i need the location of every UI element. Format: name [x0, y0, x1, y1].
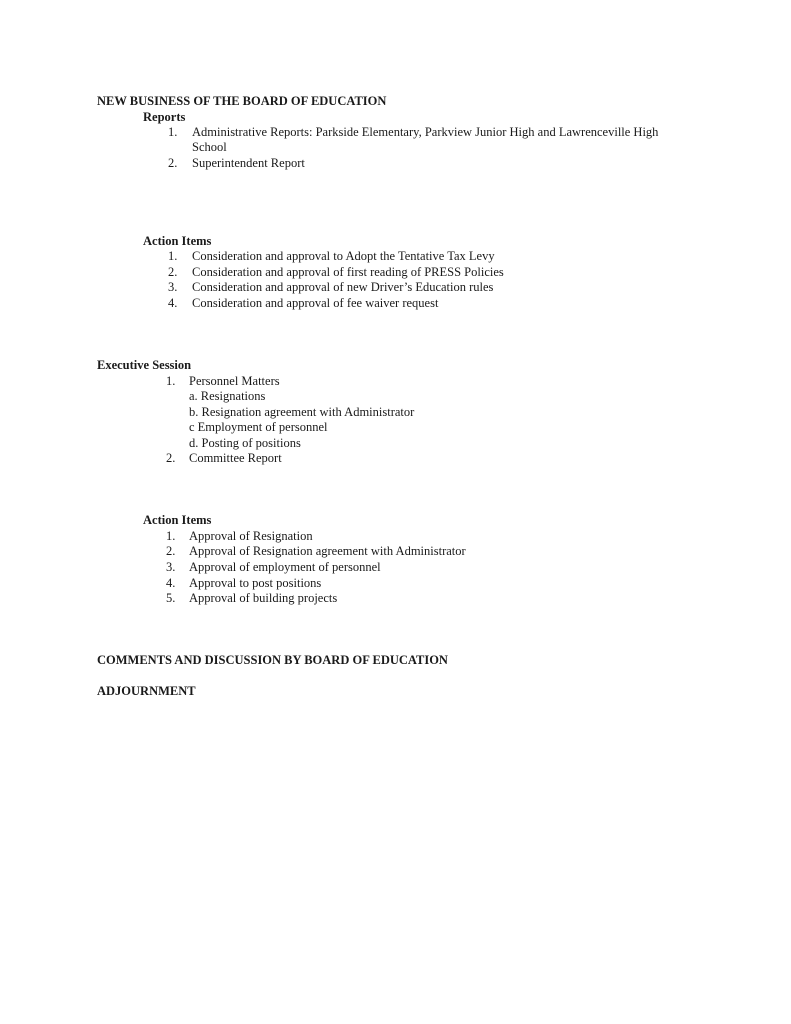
exec-action-item-2-text: Approval of Resignation agreement with Administrator	[189, 544, 466, 558]
reports-item-2-number: 2.	[168, 156, 178, 170]
comments-heading: COMMENTS AND DISCUSSION BY BOARD OF EDUCATION	[97, 653, 448, 667]
exec-item-1-number: 1.	[166, 374, 176, 388]
exec-item-2-text: Committee Report	[189, 451, 282, 465]
exec-action-item-3-number: 3.	[166, 560, 176, 574]
exec-action-item-5-text: Approval of building projects	[189, 591, 338, 605]
exec-subitem-d: d. Posting of positions	[189, 436, 301, 450]
action-item-2-number: 2.	[168, 265, 178, 279]
exec-action-item-1-number: 1.	[166, 529, 176, 543]
action-item-1-number: 1.	[168, 249, 178, 263]
exec-action-item-4-text: Approval to post positions	[189, 576, 322, 590]
exec-item-2-number: 2.	[166, 451, 176, 465]
reports-heading: Reports	[143, 110, 186, 124]
new-business-heading: NEW BUSINESS OF THE BOARD OF EDUCATION	[97, 94, 387, 108]
adjournment-heading: ADJOURNMENT	[97, 684, 196, 698]
exec-subitem-c: c Employment of personnel	[189, 420, 328, 434]
action-item-4-number: 4.	[168, 296, 178, 310]
reports-item-2-text: Superintendent Report	[192, 156, 305, 170]
action-item-3-text: Consideration and approval of new Driver’s Education rules	[192, 280, 494, 294]
exec-item-1-text: Personnel Matters	[189, 374, 280, 388]
exec-action-item-4-number: 4.	[166, 576, 176, 590]
reports-item-1-text: Administrative Reports: Parkside Elementary, Parkview Junior High and Lawrenceville High	[192, 125, 659, 139]
exec-action-item-1-text: Approval of Resignation	[189, 529, 313, 543]
action-items-heading-1: Action Items	[143, 234, 212, 248]
action-items-heading-2: Action Items	[143, 513, 212, 527]
exec-action-item-5-number: 5.	[166, 591, 176, 605]
action-item-3-number: 3.	[168, 280, 178, 294]
action-item-1-text: Consideration and approval to Adopt the Tentative Tax Levy	[192, 249, 495, 263]
exec-subitem-b: b. Resignation agreement with Administrator	[189, 405, 415, 419]
action-item-2-text: Consideration and approval of first reading of PRESS Policies	[192, 265, 504, 279]
executive-session-heading: Executive Session	[97, 358, 192, 372]
exec-subitem-a: a. Resignations	[189, 389, 266, 403]
reports-item-1-text-continued: School	[192, 140, 227, 154]
action-item-4-text: Consideration and approval of fee waiver request	[192, 296, 439, 310]
exec-action-item-2-number: 2.	[166, 544, 176, 558]
exec-action-item-3-text: Approval of employment of personnel	[189, 560, 381, 574]
reports-item-1-number: 1.	[168, 125, 178, 139]
